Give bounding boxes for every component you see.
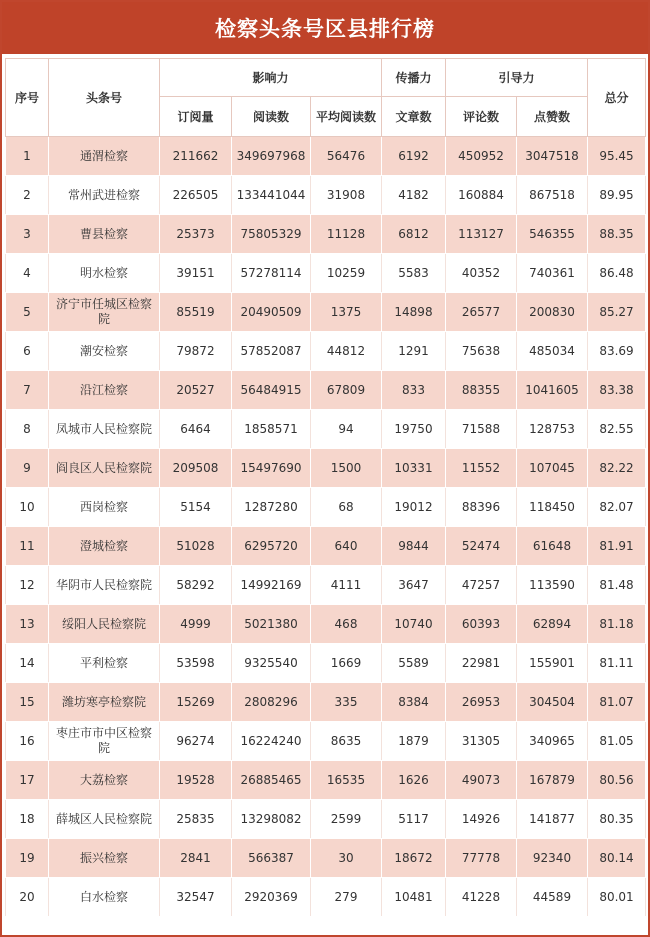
avg-reads-cell: 4111: [311, 566, 382, 605]
header-reads: 阅读数: [232, 97, 311, 137]
header-total: 总分: [588, 59, 646, 137]
table-row: [6, 722, 646, 761]
account-name-cell: 潍坊寒亭检察院: [49, 683, 160, 722]
header-influence: 影响力: [160, 59, 382, 97]
subscribers-cell: 6464: [160, 410, 232, 449]
table-row: [6, 332, 646, 371]
subscribers-cell: 20527: [160, 371, 232, 410]
table-row: [6, 488, 646, 527]
articles-cell: 10481: [382, 878, 446, 917]
account-name-cell: 白水检察: [49, 878, 160, 917]
header-spread: 传播力: [382, 59, 446, 97]
comments-cell: 113127: [446, 215, 517, 254]
avg-reads-cell: 68: [311, 488, 382, 527]
header-comments: 评论数: [446, 97, 517, 137]
subscribers-cell: 53598: [160, 644, 232, 683]
articles-cell: 1291: [382, 332, 446, 371]
comments-cell: 77778: [446, 839, 517, 878]
reads-cell: 1287280: [232, 488, 311, 527]
total-score-cell: 80.35: [588, 800, 646, 839]
table-row: [6, 761, 646, 800]
articles-cell: 19012: [382, 488, 446, 527]
avg-reads-cell: 31908: [311, 176, 382, 215]
account-name-cell: 澄城检察: [49, 527, 160, 566]
articles-cell: 1879: [382, 722, 446, 761]
rank-cell: 7: [6, 371, 49, 410]
table-row: [6, 410, 646, 449]
account-name-cell: 薛城区人民检察院: [49, 800, 160, 839]
rank-cell: 9: [6, 449, 49, 488]
account-name-cell: 华阴市人民检察院: [49, 566, 160, 605]
total-score-cell: 81.11: [588, 644, 646, 683]
account-name-cell: 沿江检察: [49, 371, 160, 410]
reads-cell: 57852087: [232, 332, 311, 371]
comments-cell: 160884: [446, 176, 517, 215]
likes-cell: 3047518: [517, 137, 588, 176]
avg-reads-cell: 1500: [311, 449, 382, 488]
reads-cell: 75805329: [232, 215, 311, 254]
comments-cell: 26953: [446, 683, 517, 722]
subscribers-cell: 2841: [160, 839, 232, 878]
avg-reads-cell: 56476: [311, 137, 382, 176]
total-score-cell: 85.27: [588, 293, 646, 332]
reads-cell: 9325540: [232, 644, 311, 683]
header-articles: 文章数: [382, 97, 446, 137]
subscribers-cell: 15269: [160, 683, 232, 722]
table-row: [6, 566, 646, 605]
comments-cell: 40352: [446, 254, 517, 293]
total-score-cell: 86.48: [588, 254, 646, 293]
likes-cell: 340965: [517, 722, 588, 761]
total-score-cell: 80.14: [588, 839, 646, 878]
account-name-cell: 西岗检察: [49, 488, 160, 527]
rank-cell: 10: [6, 488, 49, 527]
subscribers-cell: 5154: [160, 488, 232, 527]
articles-cell: 1626: [382, 761, 446, 800]
comments-cell: 60393: [446, 605, 517, 644]
total-score-cell: 82.22: [588, 449, 646, 488]
avg-reads-cell: 94: [311, 410, 382, 449]
subscribers-cell: 58292: [160, 566, 232, 605]
total-score-cell: 81.05: [588, 722, 646, 761]
comments-cell: 22981: [446, 644, 517, 683]
avg-reads-cell: 468: [311, 605, 382, 644]
likes-cell: 155901: [517, 644, 588, 683]
avg-reads-cell: 11128: [311, 215, 382, 254]
total-score-cell: 82.55: [588, 410, 646, 449]
reads-cell: 13298082: [232, 800, 311, 839]
articles-cell: 10740: [382, 605, 446, 644]
table-row: [6, 683, 646, 722]
avg-reads-cell: 8635: [311, 722, 382, 761]
subscribers-cell: 226505: [160, 176, 232, 215]
likes-cell: 92340: [517, 839, 588, 878]
likes-cell: 141877: [517, 800, 588, 839]
table-row: [6, 371, 646, 410]
likes-cell: 107045: [517, 449, 588, 488]
articles-cell: 5583: [382, 254, 446, 293]
total-score-cell: 81.07: [588, 683, 646, 722]
total-score-cell: 95.45: [588, 137, 646, 176]
header-avg-reads: 平均阅读数: [311, 97, 382, 137]
comments-cell: 14926: [446, 800, 517, 839]
table-header: [6, 59, 646, 137]
likes-cell: 113590: [517, 566, 588, 605]
subscribers-cell: 211662: [160, 137, 232, 176]
likes-cell: 304504: [517, 683, 588, 722]
articles-cell: 10331: [382, 449, 446, 488]
header-name: 头条号: [49, 59, 160, 137]
rank-cell: 4: [6, 254, 49, 293]
subscribers-cell: 96274: [160, 722, 232, 761]
comments-cell: 47257: [446, 566, 517, 605]
articles-cell: 8384: [382, 683, 446, 722]
comments-cell: 71588: [446, 410, 517, 449]
account-name-cell: 振兴检察: [49, 839, 160, 878]
reads-cell: 2920369: [232, 878, 311, 917]
table-row: [6, 800, 646, 839]
account-name-cell: 通渭检察: [49, 137, 160, 176]
articles-cell: 6812: [382, 215, 446, 254]
rank-cell: 16: [6, 722, 49, 761]
rank-cell: 3: [6, 215, 49, 254]
rank-cell: 18: [6, 800, 49, 839]
header-likes: 点赞数: [517, 97, 588, 137]
table-row: [6, 605, 646, 644]
subscribers-cell: 4999: [160, 605, 232, 644]
reads-cell: 6295720: [232, 527, 311, 566]
avg-reads-cell: 44812: [311, 332, 382, 371]
avg-reads-cell: 30: [311, 839, 382, 878]
subscribers-cell: 51028: [160, 527, 232, 566]
reads-cell: 566387: [232, 839, 311, 878]
page-title: 检察头条号区县排行榜: [2, 2, 648, 54]
likes-cell: 485034: [517, 332, 588, 371]
total-score-cell: 83.38: [588, 371, 646, 410]
rank-cell: 5: [6, 293, 49, 332]
account-name-cell: 济宁市任城区检察院: [49, 293, 160, 332]
subscribers-cell: 19528: [160, 761, 232, 800]
total-score-cell: 89.95: [588, 176, 646, 215]
reads-cell: 56484915: [232, 371, 311, 410]
rank-cell: 11: [6, 527, 49, 566]
total-score-cell: 81.91: [588, 527, 646, 566]
avg-reads-cell: 67809: [311, 371, 382, 410]
account-name-cell: 绥阳人民检察院: [49, 605, 160, 644]
total-score-cell: 81.18: [588, 605, 646, 644]
rank-cell: 14: [6, 644, 49, 683]
likes-cell: 62894: [517, 605, 588, 644]
reads-cell: 133441044: [232, 176, 311, 215]
avg-reads-cell: 1669: [311, 644, 382, 683]
subscribers-cell: 79872: [160, 332, 232, 371]
header-subscribers: 订阅量: [160, 97, 232, 137]
table-row: [6, 137, 646, 176]
articles-cell: 3647: [382, 566, 446, 605]
account-name-cell: 阎良区人民检察院: [49, 449, 160, 488]
account-name-cell: 明水检察: [49, 254, 160, 293]
comments-cell: 41228: [446, 878, 517, 917]
reads-cell: 15497690: [232, 449, 311, 488]
articles-cell: 6192: [382, 137, 446, 176]
likes-cell: 128753: [517, 410, 588, 449]
subscribers-cell: 25835: [160, 800, 232, 839]
rank-cell: 20: [6, 878, 49, 917]
table-row: [6, 215, 646, 254]
total-score-cell: 88.35: [588, 215, 646, 254]
likes-cell: 118450: [517, 488, 588, 527]
avg-reads-cell: 10259: [311, 254, 382, 293]
table-row: [6, 254, 646, 293]
likes-cell: 546355: [517, 215, 588, 254]
subscribers-cell: 39151: [160, 254, 232, 293]
comments-cell: 26577: [446, 293, 517, 332]
table-row: [6, 878, 646, 917]
header-rank: 序号: [6, 59, 49, 137]
articles-cell: 833: [382, 371, 446, 410]
account-name-cell: 平利检察: [49, 644, 160, 683]
avg-reads-cell: 16535: [311, 761, 382, 800]
table-row: [6, 527, 646, 566]
reads-cell: 2808296: [232, 683, 311, 722]
avg-reads-cell: 2599: [311, 800, 382, 839]
likes-cell: 61648: [517, 527, 588, 566]
account-name-cell: 凤城市人民检察院: [49, 410, 160, 449]
likes-cell: 1041605: [517, 371, 588, 410]
table-row: [6, 176, 646, 215]
articles-cell: 5117: [382, 800, 446, 839]
articles-cell: 5589: [382, 644, 446, 683]
articles-cell: 4182: [382, 176, 446, 215]
subscribers-cell: 85519: [160, 293, 232, 332]
rank-cell: 6: [6, 332, 49, 371]
likes-cell: 740361: [517, 254, 588, 293]
rank-cell: 2: [6, 176, 49, 215]
comments-cell: 31305: [446, 722, 517, 761]
account-name-cell: 常州武进检察: [49, 176, 160, 215]
comments-cell: 49073: [446, 761, 517, 800]
rank-cell: 1: [6, 137, 49, 176]
avg-reads-cell: 335: [311, 683, 382, 722]
reads-cell: 20490509: [232, 293, 311, 332]
likes-cell: 200830: [517, 293, 588, 332]
rank-cell: 8: [6, 410, 49, 449]
comments-cell: 75638: [446, 332, 517, 371]
avg-reads-cell: 640: [311, 527, 382, 566]
table-row: [6, 449, 646, 488]
header-guidance: 引导力: [446, 59, 588, 97]
likes-cell: 44589: [517, 878, 588, 917]
table-body: [6, 137, 646, 917]
table-row: [6, 293, 646, 332]
total-score-cell: 83.69: [588, 332, 646, 371]
reads-cell: 1858571: [232, 410, 311, 449]
comments-cell: 88396: [446, 488, 517, 527]
table-row: [6, 644, 646, 683]
rank-cell: 17: [6, 761, 49, 800]
total-score-cell: 80.01: [588, 878, 646, 917]
rank-cell: 19: [6, 839, 49, 878]
articles-cell: 18672: [382, 839, 446, 878]
account-name-cell: 大荔检察: [49, 761, 160, 800]
subscribers-cell: 209508: [160, 449, 232, 488]
likes-cell: 867518: [517, 176, 588, 215]
likes-cell: 167879: [517, 761, 588, 800]
comments-cell: 52474: [446, 527, 517, 566]
ranking-table: [5, 58, 646, 917]
account-name-cell: 曹县检察: [49, 215, 160, 254]
table-row: [6, 839, 646, 878]
articles-cell: 9844: [382, 527, 446, 566]
account-name-cell: 潮安检察: [49, 332, 160, 371]
comments-cell: 88355: [446, 371, 517, 410]
articles-cell: 19750: [382, 410, 446, 449]
rank-cell: 15: [6, 683, 49, 722]
rank-cell: 13: [6, 605, 49, 644]
reads-cell: 14992169: [232, 566, 311, 605]
account-name-cell: 枣庄市市中区检察院: [49, 722, 160, 761]
total-score-cell: 80.56: [588, 761, 646, 800]
total-score-cell: 81.48: [588, 566, 646, 605]
articles-cell: 14898: [382, 293, 446, 332]
rank-cell: 12: [6, 566, 49, 605]
subscribers-cell: 25373: [160, 215, 232, 254]
reads-cell: 57278114: [232, 254, 311, 293]
reads-cell: 16224240: [232, 722, 311, 761]
reads-cell: 26885465: [232, 761, 311, 800]
avg-reads-cell: 279: [311, 878, 382, 917]
comments-cell: 450952: [446, 137, 517, 176]
reads-cell: 349697968: [232, 137, 311, 176]
comments-cell: 11552: [446, 449, 517, 488]
avg-reads-cell: 1375: [311, 293, 382, 332]
reads-cell: 5021380: [232, 605, 311, 644]
subscribers-cell: 32547: [160, 878, 232, 917]
total-score-cell: 82.07: [588, 488, 646, 527]
